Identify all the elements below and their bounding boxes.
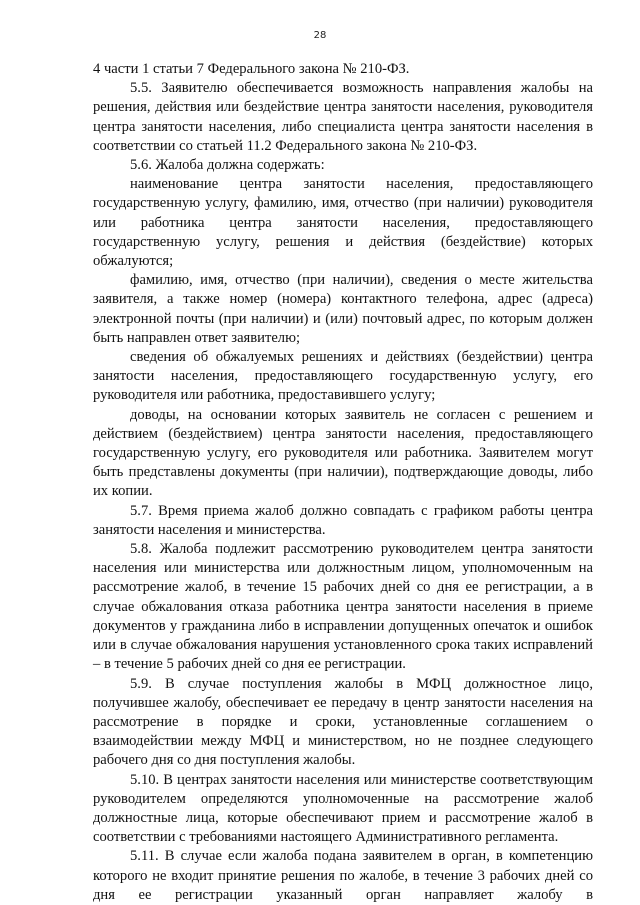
document-body [93, 60, 593, 905]
paragraph-5-9: 5.9. В случае поступления жалобы в МФЦ должностное лицо, получившее жалобу, обеспечивает ее передачу в центр занятости населения на рассмотрение в порядке и сроки, установленные соглашением о взаимодействии между МФЦ и министерством, но не позднее следующего рабочего дня со дня поступления жалобы. [93, 675, 593, 769]
paragraph-5-11: 5.11. В случае если жалоба подана заявителем в орган, в компетенцию которого не входит принятие решения по жалобе, в течение 3 рабочих дней со дня ее регистрации указанный орган направляет жалобу в [93, 848, 593, 903]
list-item-appealed-decisions: сведения об обжалуемых решениях и действиях (бездействии) центра занятости населения, предоставляющего государственную услугу, его руководителя или работника, предоставившего услугу; [93, 349, 593, 404]
paragraph-5-10: 5.10. В центрах занятости населения или министерстве соответствующим руководителем определяются уполномоченные на рассмотрение жалоб должностные лица, которые обеспечивают прием и рассмотрение жалоб в соответствии с требованиями настоящего Административного регламента. [93, 771, 593, 846]
paragraph-continuation: 4 части 1 статьи 7 Федерального закона № 210-ФЗ. [93, 61, 410, 77]
list-item-applicant-info: фамилию, имя, отчество (при наличии), сведения о месте жительства заявителя, а также номер (номера) контактного телефона, адрес (адреса) электронной почты (при наличии) и (или) почтовый адрес, по которым должен быть направлен ответ заявителю; [93, 272, 593, 346]
list-item-arguments: доводы, на основании которых заявитель не согласен с решением и действием (бездействием) центра занятости населения, предоставляющего государственную услугу, его руководителя или работника. Заявителем могут быть представлены документы (при наличии), подтверждающие доводы, либо их копии. [93, 406, 593, 500]
paragraph-5-5: 5.5. Заявителю обеспечивается возможность направления жалобы на решения, действия или бездействие центра занятости населения, руководителя центра занятости населения, либо специалиста центра занятости населения в соответствии со статьей 11.2 Федерального закона № 210-ФЗ. [93, 80, 593, 154]
paragraph-5-8: 5.8. Жалоба подлежит рассмотрению руководителем центра занятости населения или министерства или должностным лицом, уполномоченным на рассмотрение жалоб, в течение 15 рабочих дней со дня ее регистрации, а в случае обжалования отказа работника центра занятости населения в приеме документов у гражданина либо в исправлении допущенных опечаток и ошибок или в случае обжалования нарушения установленного срока таких исправлений – в течение 5 рабочих дней со дня ее регистрации. [93, 541, 593, 673]
paragraph-5-7: 5.7. Время приема жалоб должно совпадать с графиком работы центра занятости населения и министерства. [93, 502, 593, 538]
paragraph-5-6: 5.6. Жалоба должна содержать: [130, 157, 325, 174]
list-item-name-of-center: наименование центра занятости населения, предоставляющего государственную услугу, фамилию, имя, отчество (при наличии) руководителя или работника центра занятости населения, предоставляющего государственную услугу, решения и действия (бездействие) которых обжалуются; [93, 176, 593, 270]
page-number: 28 [313, 30, 327, 41]
